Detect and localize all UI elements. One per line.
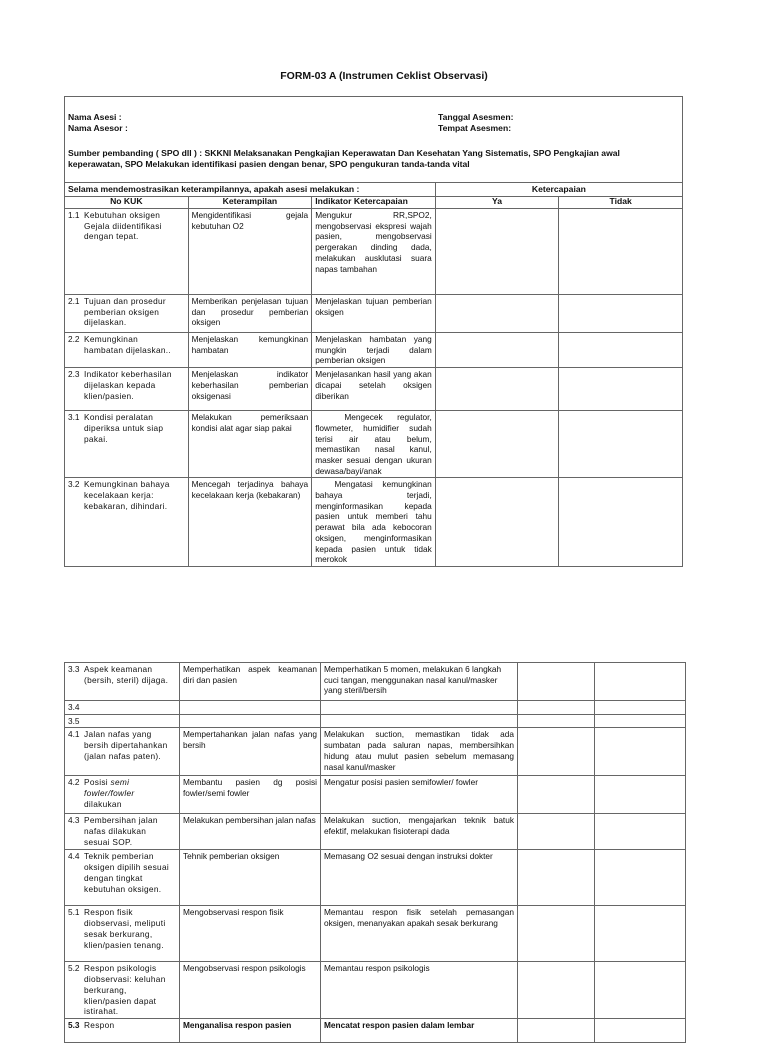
- kuk-number: 2.3: [68, 369, 80, 380]
- col-tidak: Tidak: [559, 197, 683, 209]
- indikator-cell: [321, 714, 518, 728]
- keterampilan-cell: Melakukan pemeriksaan kondisi alat agar siap pakai: [188, 411, 312, 478]
- kuk-number: 5.1: [68, 907, 80, 918]
- table-row: [65, 663, 686, 701]
- kuk-text: Indikator keberhasilan dijelaskan kepada klien/pasien.: [84, 369, 172, 401]
- kuk-number: 3.1: [68, 412, 80, 423]
- tidak-checkbox-cell[interactable]: [595, 962, 686, 1019]
- ya-checkbox-cell[interactable]: [435, 333, 559, 368]
- tidak-checkbox-cell[interactable]: [595, 814, 686, 850]
- tidak-checkbox-cell[interactable]: [559, 209, 683, 295]
- tidak-checkbox-cell[interactable]: [595, 906, 686, 962]
- keterampilan-cell: [180, 701, 321, 715]
- keterampilan-cell: [180, 714, 321, 728]
- tidak-checkbox-cell[interactable]: [595, 663, 686, 701]
- kuk-number: 5.3: [68, 1019, 80, 1030]
- ya-checkbox-cell[interactable]: [435, 478, 559, 567]
- tanggal-asesmen-label: Tanggal Asesmen:: [438, 112, 514, 122]
- ya-checkbox-cell[interactable]: [435, 209, 559, 295]
- kuk-text: Kemungkinan bahaya kecelakaan kerja: kebakaran, dihindari.: [84, 479, 170, 511]
- kuk-number: 2.1: [68, 296, 80, 306]
- table-row: [65, 478, 683, 567]
- kuk-text-italic: semi fowler/fowler: [84, 777, 135, 799]
- table-row: [65, 209, 683, 295]
- kuk-number: 3.2: [68, 479, 80, 490]
- nama-asesor-label: Nama Asesor :: [68, 123, 128, 133]
- col-keterampilan: Keterampilan: [188, 197, 312, 209]
- kuk-text: Respon fisik diobservasi, meliputi sesak berkurang, klien/pasien tenang.: [84, 907, 166, 950]
- tidak-checkbox-cell[interactable]: [559, 411, 683, 478]
- keterampilan-cell: Mencegah terjadinya bahaya kecelakaan kerja (kebakaran): [188, 478, 312, 567]
- col-indikator: Indikator Ketercapaian: [312, 197, 436, 209]
- tidak-checkbox-cell[interactable]: [559, 295, 683, 333]
- indikator-cell: Menjelaskan tujuan pemberian oksigen: [312, 295, 436, 333]
- ya-checkbox-cell[interactable]: [435, 411, 559, 478]
- ya-checkbox-cell[interactable]: [518, 814, 595, 850]
- indikator-cell: Menjelaskan hambatan yang mungkin terjadi dalam pemberian oksigen: [312, 333, 436, 368]
- kuk-number: 1.1: [68, 210, 80, 220]
- keterampilan-cell: Membantu pasien dg posisi fowler/semi fowler: [180, 776, 321, 814]
- keterampilan-cell: Mengobservasi respon psikologis: [180, 962, 321, 1019]
- indikator-cell: Menjelasankan hasil yang akan dicapai setelah oksigen diberikan: [312, 368, 436, 411]
- kuk-text: Pembersihan jalan nafas dilakukan sesuai SOP.: [84, 815, 158, 847]
- kuk-number: 2.2: [68, 334, 80, 344]
- table-row: [65, 411, 683, 478]
- keterampilan-cell: Memberikan penjelasan tujuan dan prosedur pemberian oksigen: [188, 295, 312, 333]
- kuk-text: Tujuan dan prosedur pemberian oksigen dijelaskan.: [84, 296, 166, 328]
- tidak-checkbox-cell[interactable]: [595, 850, 686, 906]
- ya-checkbox-cell[interactable]: [518, 701, 595, 715]
- kuk-number: 5.2: [68, 963, 80, 974]
- ya-checkbox-cell[interactable]: [435, 368, 559, 411]
- tidak-checkbox-cell[interactable]: [559, 368, 683, 411]
- kuk-text: Aspek keamanan (bersih, steril) dijaga.: [84, 664, 169, 685]
- ya-checkbox-cell[interactable]: [518, 728, 595, 776]
- table-row: [65, 814, 686, 850]
- table-row: [65, 728, 686, 776]
- keterampilan-cell: Memperhatikan aspek keamanan diri dan pasien: [180, 663, 321, 701]
- keterampilan-cell: Mengobservasi respon fisik: [180, 906, 321, 962]
- col-ya: Ya: [435, 197, 559, 209]
- kuk-text: Jalan nafas yang bersih dipertahankan (jalan nafas paten).: [84, 729, 168, 761]
- table-row: [65, 1018, 686, 1042]
- indikator-cell: Memantau respon psikologis: [321, 962, 518, 1019]
- kuk-number: 4.3: [68, 815, 80, 826]
- indikator-cell: Mengecek regulator, flowmeter, humidifier sudah terisi air atau belum, memastikan nasal kanul, masker sesuai dengan ukuran dewasa/bayi/anak: [312, 411, 436, 478]
- sumber-pembanding-line2: keperawatan, SPO Melakukan identifikasi pasien dengan benar, SPO pengukuran tanda-tanda vital: [68, 159, 470, 169]
- tidak-checkbox-cell[interactable]: [595, 714, 686, 728]
- indikator-cell: Mencatat respon pasien dalam lembar: [321, 1018, 518, 1042]
- sumber-pembanding-line1: Sumber pembanding ( SPO dll ) : SKKNI Melaksanakan Pengkajian Keperawatan Dan Kesehatan Yang Sistematis, SPO Pengkajian awal: [68, 148, 620, 158]
- ya-checkbox-cell[interactable]: [518, 663, 595, 701]
- keterampilan-cell: Melakukan pembersihan jalan nafas: [180, 814, 321, 850]
- kuk-text: Teknik pemberian oksigen dipilih sesuai dengan tingkat kebutuhan oksigen.: [84, 851, 170, 894]
- indikator-cell: [321, 701, 518, 715]
- tempat-asesmen-label: Tempat Asesmen:: [438, 123, 512, 133]
- observation-table-page1: [64, 182, 683, 567]
- form-title: FORM-03 A (Instrumen Ceklist Observasi): [280, 70, 488, 82]
- indikator-cell: Memperhatikan 5 momen, melakukan 6 langkah cuci tangan, menggunakan nasal kanul/masker yang steril/bersih: [321, 663, 518, 701]
- keterampilan-cell: Mengidentifikasi gejala kebutuhan O2: [188, 209, 312, 295]
- kuk-text-pre: Posisi: [84, 777, 111, 788]
- table-row: [65, 906, 686, 962]
- col-no-kuk: No KUK: [65, 197, 189, 209]
- table-row: [65, 776, 686, 814]
- tidak-checkbox-cell[interactable]: [595, 728, 686, 776]
- kuk-number: 3.4: [68, 702, 80, 712]
- ya-checkbox-cell[interactable]: [518, 962, 595, 1019]
- kuk-number: 3.3: [68, 664, 80, 674]
- tidak-checkbox-cell[interactable]: [559, 478, 683, 567]
- indikator-cell: Mengatur posisi pasien semifowler/ fowler: [321, 776, 518, 814]
- table-row: [65, 333, 683, 368]
- table-row: [65, 368, 683, 411]
- table-row: [65, 701, 686, 715]
- kuk-number: 3.5: [68, 715, 80, 726]
- kuk-text-post: dilakukan: [84, 798, 122, 809]
- table-row: [65, 962, 686, 1019]
- kuk-text: Kebutuhan oksigen Gejala diidentifikasi dengan tepat.: [84, 210, 162, 242]
- ya-checkbox-cell[interactable]: [435, 295, 559, 333]
- indikator-cell: Memantau respon fisik setelah pemasangan oksigen, menanyakan apakah sesak berkurang: [321, 906, 518, 962]
- tidak-checkbox-cell[interactable]: [595, 701, 686, 715]
- ya-checkbox-cell[interactable]: [518, 850, 595, 906]
- kuk-number: 4.2: [68, 777, 80, 788]
- table-row: [65, 295, 683, 333]
- table-row: [65, 850, 686, 906]
- indikator-cell: Mengukur RR,SPO2, mengobservasi ekspresi wajah pasien, mengobservasi pergerakan dinding dada, melakukan ausklutasi suara napas tambahan: [312, 209, 436, 295]
- table-row: [65, 714, 686, 728]
- kuk-text: Kemungkinan hambatan dijelaskan..: [84, 334, 172, 355]
- keterampilan-cell: Mempertahankan jalan nafas yang bersih: [180, 728, 321, 776]
- ya-checkbox-cell[interactable]: [518, 1018, 595, 1042]
- tidak-checkbox-cell[interactable]: [595, 1018, 686, 1042]
- keterampilan-cell: Menjelaskan kemungkinan hambatan: [188, 333, 312, 368]
- kuk-number: 4.4: [68, 851, 80, 862]
- ya-checkbox-cell[interactable]: [518, 906, 595, 962]
- indikator-cell: Mengatasi kemungkinan bahaya terjadi, menginformasikan kepada pasien untuk memberi tahu perawat bila ada kebocoran oksigen, menginformasikan kepada pasien untuk tidak merokok: [312, 478, 436, 567]
- indikator-cell: Memasang O2 sesuai dengan instruksi dokter: [321, 850, 518, 906]
- tidak-checkbox-cell[interactable]: [595, 776, 686, 814]
- keterampilan-cell: Menjelaskan indikator keberhasilan pemberian oksigenasi: [188, 368, 312, 411]
- nama-asesi-label: Nama Asesi :: [68, 112, 122, 122]
- observation-table-page2: [64, 662, 686, 1043]
- ya-checkbox-cell[interactable]: [518, 776, 595, 814]
- kuk-text: Respon psikologis diobservasi: keluhan berkurang, klien/pasien dapat istirahat.: [84, 963, 166, 1017]
- ya-checkbox-cell[interactable]: [518, 714, 595, 728]
- keterampilan-cell: Tehnik pemberian oksigen: [180, 850, 321, 906]
- indikator-cell: Melakukan suction, mengajarkan teknik batuk efektif, melakukan fisioterapi dada: [321, 814, 518, 850]
- keterampilan-cell: Menganalisa respon pasien: [180, 1018, 321, 1042]
- kuk-text: Kondisi peralatan diperiksa untuk siap pakai.: [84, 412, 164, 444]
- kuk-text: [84, 777, 172, 809]
- kuk-text: Respon: [84, 1019, 115, 1030]
- tidak-checkbox-cell[interactable]: [559, 333, 683, 368]
- ketercapaian-header: Ketercapaian: [435, 183, 682, 197]
- kuk-number: 4.1: [68, 729, 80, 740]
- table-intro: Selama mendemostrasikan keterampilannya, apakah asesi melakukan :: [65, 183, 436, 197]
- indikator-cell: Melakukan suction, memastikan tidak ada sumbatan pada saluran napas, membersihkan hidung atau mulut pasien sebelum memasang nasal kanul/masker: [321, 728, 518, 776]
